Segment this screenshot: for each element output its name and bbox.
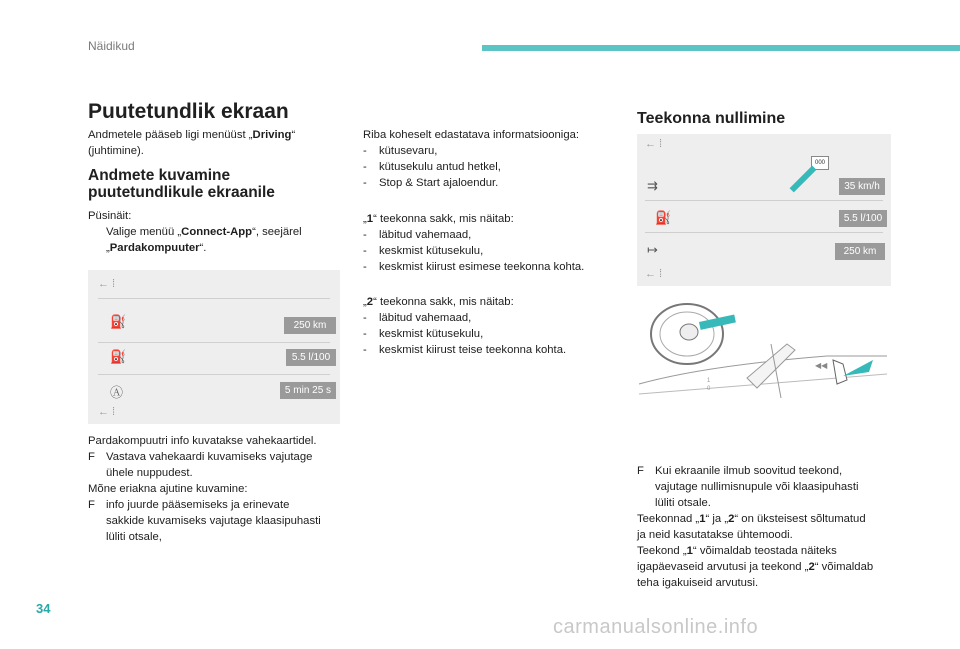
back-arrow-icon: ← ⁞: [645, 268, 663, 280]
header-accent-bar: [482, 45, 960, 51]
divider: [645, 232, 883, 233]
trip2-tab-text: „2“ teekonna sakk, mis näitab: - läbitud vahemaad, - keskmist kütusekulu, - keskmist kiirust teise teekonna kohta.: [363, 296, 567, 356]
distance-value: 250 km: [835, 243, 885, 260]
fuel-consumption-icon: ⛽: [110, 349, 127, 364]
svg-text:1: 1: [707, 378, 711, 384]
stop-start-icon: Ⓐ: [110, 385, 124, 400]
page-number: 34: [36, 601, 51, 616]
bullet-icon: F: [637, 465, 644, 477]
svg-text:◀◀: ◀◀: [815, 361, 828, 370]
trip1-tab-text: „1“ teekonna sakk, mis näitab: - läbitud vahemaad, - keskmist kütusekulu, - keskmist kiirust esimese teekonna kohta.: [363, 213, 585, 273]
fuel-consumption-icon: ⛽: [655, 210, 672, 225]
range-value: 250 km: [284, 317, 336, 334]
reset-instructions: F Kui ekraanile ilmub soovitud teekond, vajutage nullimisnupule või klaasipuhasti lüliti otsale. Teekonnad „1“ ja „2“ on üksteisest sõltumatud ja neid kasutatakse ühtemoodi. Teekond „1“ võimaldab teostada näiteks igapäevaseid arvutusi ja teekond „2“ võimaldab teha igakuiseid arvutusi.: [637, 465, 874, 589]
distance-icon: ↦: [647, 242, 658, 257]
divider: [645, 200, 883, 201]
back-arrow-icon: ← ⁞: [645, 138, 663, 150]
stop-start-value: 5 min 25 s: [280, 382, 336, 399]
back-arrow-icon: ← ⁞: [98, 278, 116, 290]
consumption-value: 5.5 l/100: [839, 210, 887, 227]
stalk-end-button-icon: [833, 360, 847, 384]
intro-text: Andmetele pääseb ligi menüüst „Driving“ (juhtimine).: [88, 129, 296, 157]
divider: [98, 342, 330, 343]
back-arrow-icon: ← ⁞: [98, 406, 116, 418]
trip-computer-screen: [88, 270, 340, 424]
section-title: Näidikud: [88, 39, 135, 53]
permanent-display-text: Püsinäit: Valige menüü „Connect-App“, seejärel „Pardakompuuter“.: [88, 210, 302, 254]
speed-value: 35 km/h: [839, 178, 885, 195]
pointer-arrow-icon: [790, 166, 817, 193]
fuel-range-icon: ⛽: [110, 314, 127, 329]
divider: [98, 374, 330, 375]
average-speed-icon: ⇉: [647, 178, 658, 193]
reset-icon[interactable]: 000: [811, 156, 829, 170]
divider: [98, 298, 330, 299]
consumption-value: 5.5 l/100: [286, 349, 336, 366]
bullet-icon: F: [88, 451, 95, 463]
svg-text:0: 0: [707, 386, 711, 392]
bullet-icon: F: [88, 499, 95, 511]
info-strip-text: Riba koheselt edastatava informatsiooniga: - kütusevaru, - kütusekulu antud hetkel, - Stop & Start ajaloendur.: [363, 129, 580, 189]
pointer-arrow-icon: [843, 360, 873, 376]
trip-reset-screen: [637, 134, 891, 286]
wiper-stalk-icon: [747, 344, 795, 388]
watermark: carmanualsonline.info: [553, 616, 759, 638]
steering-wheel-illustration: [637, 298, 891, 414]
after-screen-text: Pardakompuutri info kuvatakse vahekaartidel. F Vastava vahekaardi kuvamiseks vajutage ühele nuppudest. Mõne eriakna ajutine kuvamine: F info juurde pääsemiseks ja erinevate sakkide kuvamiseks vajutage klaasipuhasti lüliti otsale,: [88, 435, 321, 543]
reset-section-title: Teekonna nullimine: [637, 110, 786, 127]
section-subtitle: Andmete kuvamine puutetundlikule ekraanile: [88, 167, 275, 201]
page-title: Puutetundlik ekraan: [88, 100, 289, 123]
